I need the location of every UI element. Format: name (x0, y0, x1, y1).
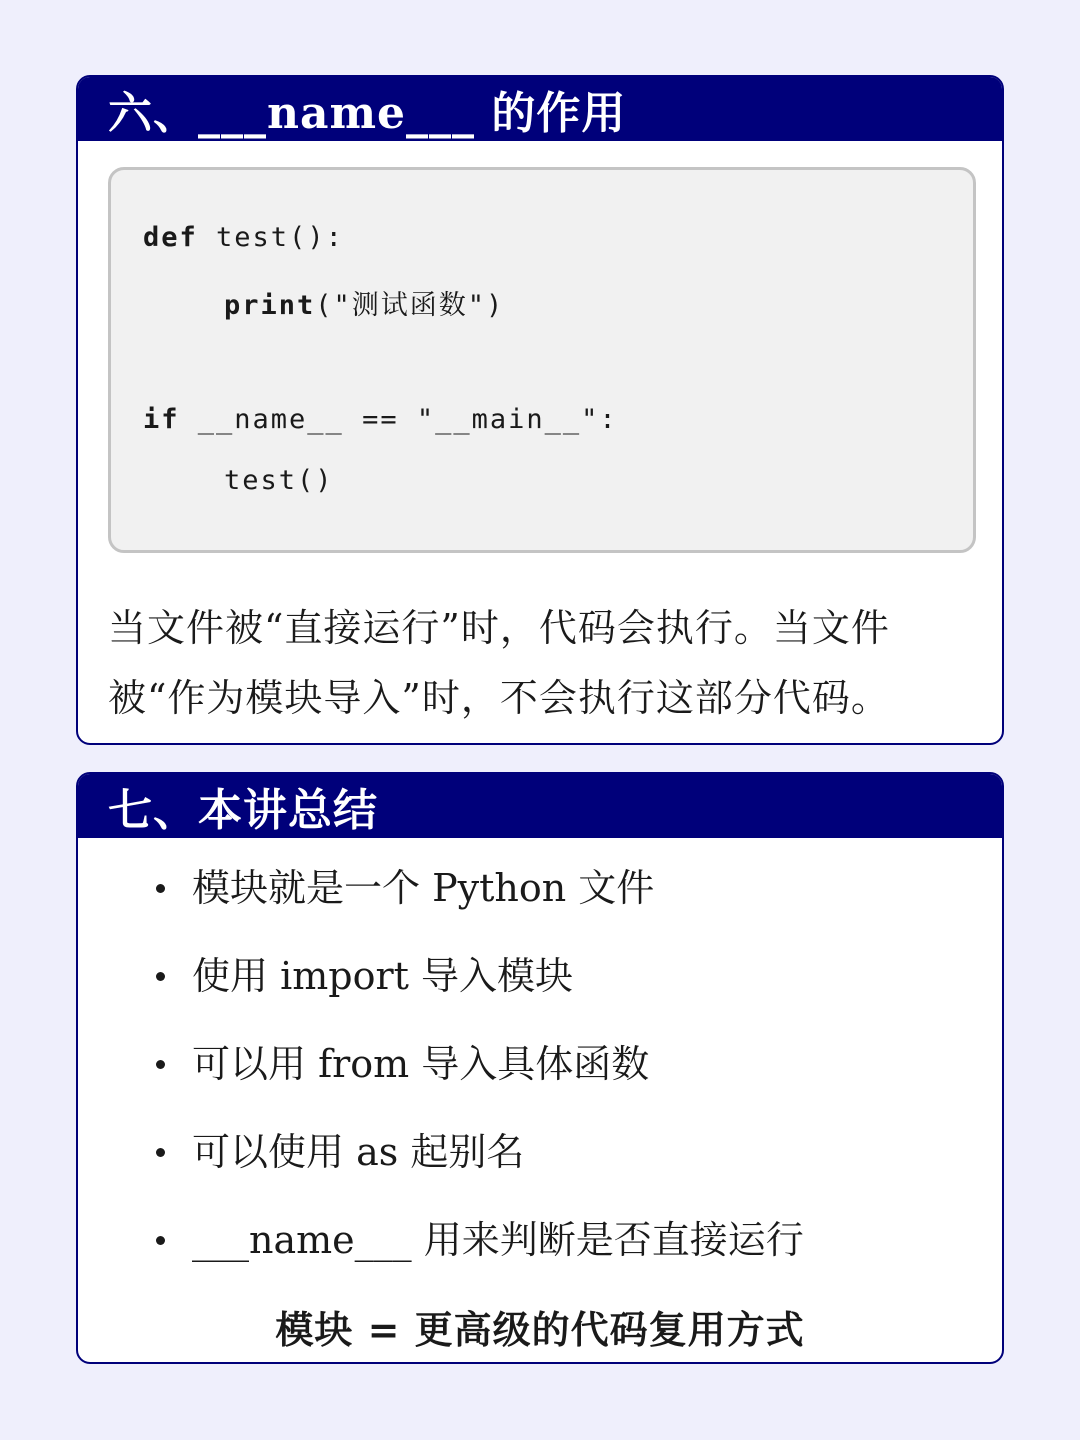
bullet-dot-icon (156, 884, 165, 893)
bullet-dot-icon (156, 1148, 165, 1157)
list-item (156, 1196, 804, 1284)
list-item-text: 使用 import 导入模块 (192, 954, 573, 998)
keyword-print: print (224, 290, 316, 321)
code-block (108, 167, 976, 553)
bullet-dot-icon (156, 1060, 165, 1069)
code-line-if (143, 404, 618, 435)
summary-list (156, 844, 804, 1284)
section-summary-card (76, 772, 1004, 1364)
code-line-print (224, 283, 504, 322)
summary-statement: 模块 = 更高级的代码复用方式 (275, 1307, 805, 1352)
list-item (156, 844, 804, 932)
explanation-paragraph: 当文件被“直接运行”时，代码会执行。当文件被“作为模块导入”时，不会执行这部分代码。 (108, 606, 890, 720)
code-line-def (143, 222, 344, 253)
section-6-title: 六、___name___ 的作用 (78, 77, 1002, 141)
code-text: __name__ == "__main__": (179, 404, 618, 435)
code-text: test() (224, 465, 334, 496)
keyword-if: if (143, 404, 180, 435)
code-text: ("测试函数") (315, 290, 505, 321)
section-name-usage-card (76, 75, 1004, 745)
code-text: test(): (197, 222, 344, 253)
list-item-text: 模块就是一个 Python 文件 (192, 866, 655, 910)
list-item (156, 1108, 804, 1196)
list-item (156, 1020, 804, 1108)
list-item-text: 可以使用 as 起别名 (192, 1130, 525, 1174)
code-line-call (224, 465, 334, 496)
bullet-dot-icon (156, 972, 165, 981)
bullet-dot-icon (156, 1236, 165, 1245)
list-item (156, 932, 804, 1020)
section-7-title: 七、本讲总结 (78, 774, 1002, 838)
list-item-text: 可以用 from 导入具体函数 (192, 1042, 650, 1086)
keyword-def: def (143, 222, 198, 253)
list-item-text: ___name___ 用来判断是否直接运行 (192, 1218, 804, 1262)
